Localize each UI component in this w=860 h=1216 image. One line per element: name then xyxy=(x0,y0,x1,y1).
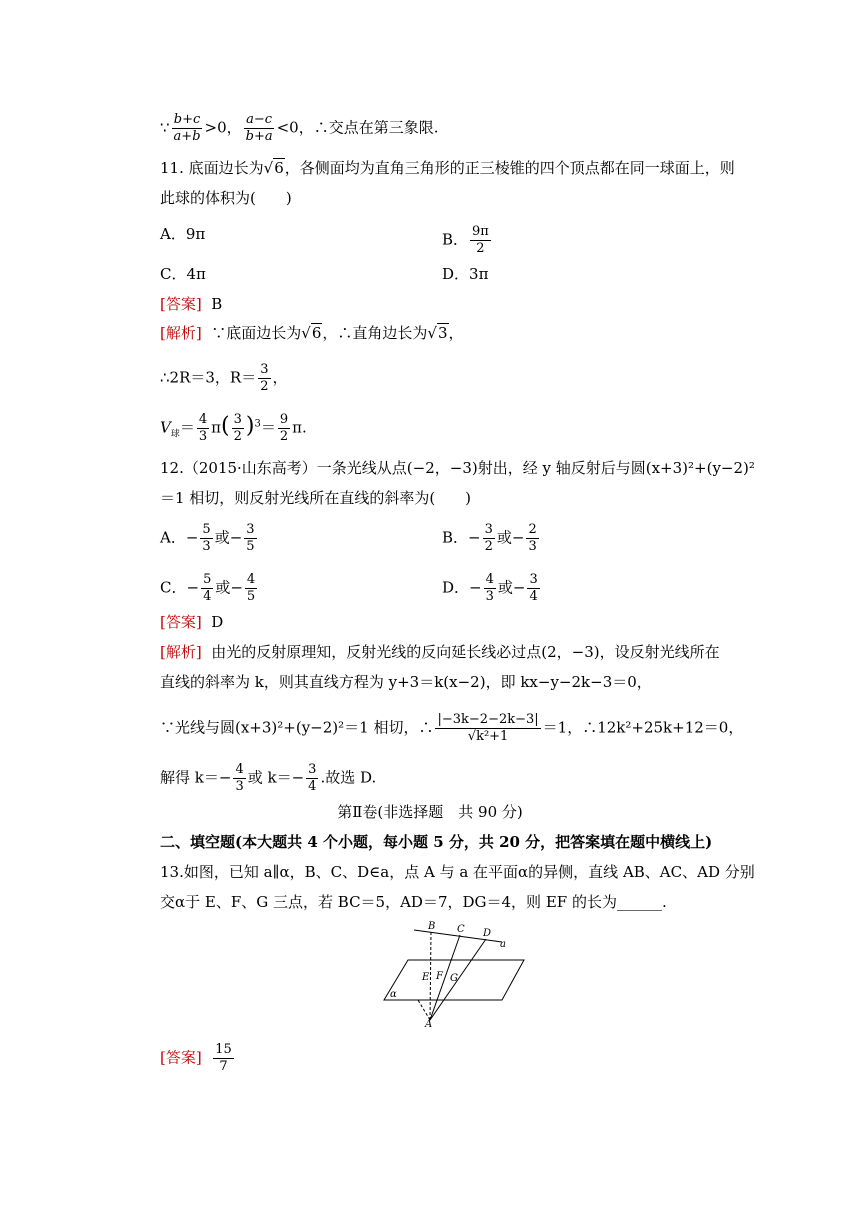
fraction: $\frac{3}{2}$ xyxy=(260,362,269,394)
q13-line2: 交α于 E、F、G 三点，若 BC＝5，AD＝7，DG＝4，则 EF 的长为______. xyxy=(160,893,667,911)
section-heading: 二、填空题(本大题共 4 个小题，每小题 5 分，共 20 分，把答案填在题中横线上) xyxy=(160,833,713,851)
fraction: $\frac{2}{3}$ xyxy=(528,522,537,554)
fraction: $\frac{|-3k-2-2k-3|}{\text{√k²+1}}$ xyxy=(437,712,539,744)
top-line: ∵ $\frac{b+c}{a+b}$ >0， $\frac{a-c}{b+a}$ <0，∴交点在第三象限. xyxy=(160,112,439,144)
fraction: $\frac{4}{3}$ xyxy=(485,572,494,604)
fraction: $\frac{4}{3}$ xyxy=(235,762,244,794)
label-d: D xyxy=(483,928,492,939)
q11-option-c: C．4π xyxy=(160,265,206,283)
fraction: $\frac{4}{3}$ xyxy=(198,412,208,444)
q12-option-b: B．− $\frac{3}{2}$ 或− $\frac{2}{3}$ xyxy=(442,522,537,554)
q12-analysis-2: 直线的斜率为 k，则其直线方程为 y+3＝k(x−2)，即 kx−y−2k−3＝0， xyxy=(160,673,652,691)
fraction: $\frac{a-c}{b+a}$ xyxy=(245,112,273,144)
analysis-tag: [解析] xyxy=(160,324,202,342)
q11-line1: 11. 底面边长为√6，各侧面均为直角三角形的正三棱锥的四个顶点都在同一球面上，则 xyxy=(160,159,735,177)
fraction: $\frac{b+c}{a+b}$ xyxy=(173,112,201,144)
q12-line2: ＝1 相切，则反射光线所在直线的斜率为( ) xyxy=(160,489,472,507)
label-alpha: α xyxy=(390,989,397,1000)
fraction: $\frac{5}{3}$ xyxy=(202,522,211,554)
q12-analysis-3: ∵光线与圆(x+3)²+(y−2)²＝1 相切，∴ $\frac{|-3k-2-2k-3|}{\text{√k²+1}}$ ＝1，∴12k²+25k+12＝0， xyxy=(160,712,744,744)
fraction: $\frac{9}{2}$ xyxy=(279,412,289,444)
q12-option-a: A．− $\frac{5}{3}$ 或− $\frac{3}{5}$ xyxy=(160,522,255,554)
q11-answer: [答案] B xyxy=(160,295,223,313)
q11-option-d: D．3π xyxy=(442,265,489,283)
q11-line2: 此球的体积为( ) xyxy=(160,189,292,207)
q11-analysis-1: [解析] ∵底面边长为√6，∴直角边长为√3， xyxy=(160,324,464,342)
label-e: E xyxy=(422,972,430,983)
answer-tag: [答案] xyxy=(160,295,202,313)
fraction: $\frac{3}{5}$ xyxy=(246,522,255,554)
fraction: $\frac{15}{7}$ xyxy=(215,1042,232,1074)
label-b: B xyxy=(428,921,436,932)
fraction: $\frac{3}{2}$ xyxy=(233,412,242,444)
q12-option-c: C．− $\frac{5}{4}$ 或− $\frac{4}{5}$ xyxy=(160,572,256,604)
answer-tag: [答案] xyxy=(160,1048,202,1067)
fraction: $\frac{9\pi}{2}$ xyxy=(472,224,489,256)
label-a-line: a xyxy=(500,939,506,950)
q11-option-a: A．9π xyxy=(160,225,206,243)
q13-figure xyxy=(378,920,528,1028)
fraction: $\frac{4}{5}$ xyxy=(246,572,256,604)
fraction: $\frac{3}{4}$ xyxy=(529,572,538,604)
q11-option-b: B． $\frac{9\pi}{2}$ xyxy=(442,224,489,256)
q13-line1: 13.如图，已知 a∥α，B、C、D∈a，点 A 与 a 在平面α的异侧，直线 AB、AC、AD 分别 xyxy=(160,863,755,881)
fraction: $\frac{3}{4}$ xyxy=(308,762,317,794)
answer-tag: [答案] xyxy=(160,613,202,631)
q12-analysis-4: 解得 k＝− $\frac{4}{3}$ 或 k＝− $\frac{3}{4}$ .故选 D. xyxy=(160,762,377,794)
section-title: 第Ⅱ卷(非选择题 共 90 分) xyxy=(337,803,523,821)
q11-analysis-3: $V_球=$ $\frac{4}{3}$ π( $\frac{3}{2}$ )$^3$＝ $\frac{9}{2}$ π. xyxy=(160,412,307,444)
fraction: $\frac{3}{2}$ xyxy=(484,522,493,554)
q11-analysis-2: ∴2R＝3，R＝ $\frac{3}{2}$ ， xyxy=(160,362,288,394)
label-c: C xyxy=(457,924,465,935)
q12-answer: [答案] D xyxy=(160,613,224,631)
label-a-point: A xyxy=(425,1019,433,1028)
label-f: F xyxy=(436,971,443,982)
q12-option-d: D．− $\frac{4}{3}$ 或− $\frac{3}{4}$ xyxy=(442,572,538,604)
q12-analysis-1: [解析] 由光的反射原理知，反射光线的反向延长线必过点(2，−3)，设反射光线所在 xyxy=(160,643,720,661)
analysis-tag: [解析] xyxy=(160,643,202,661)
q13-answer xyxy=(160,1042,236,1075)
fraction: $\frac{5}{4}$ xyxy=(203,572,212,604)
label-g: G xyxy=(450,973,458,984)
q12-line1: 12.（2015·山东高考）一条光线从点(−2，−3)射出，经 y 轴反射后与圆(x+3)²+(y−2)² xyxy=(160,459,755,477)
since-symbol: ∵ xyxy=(160,118,170,137)
